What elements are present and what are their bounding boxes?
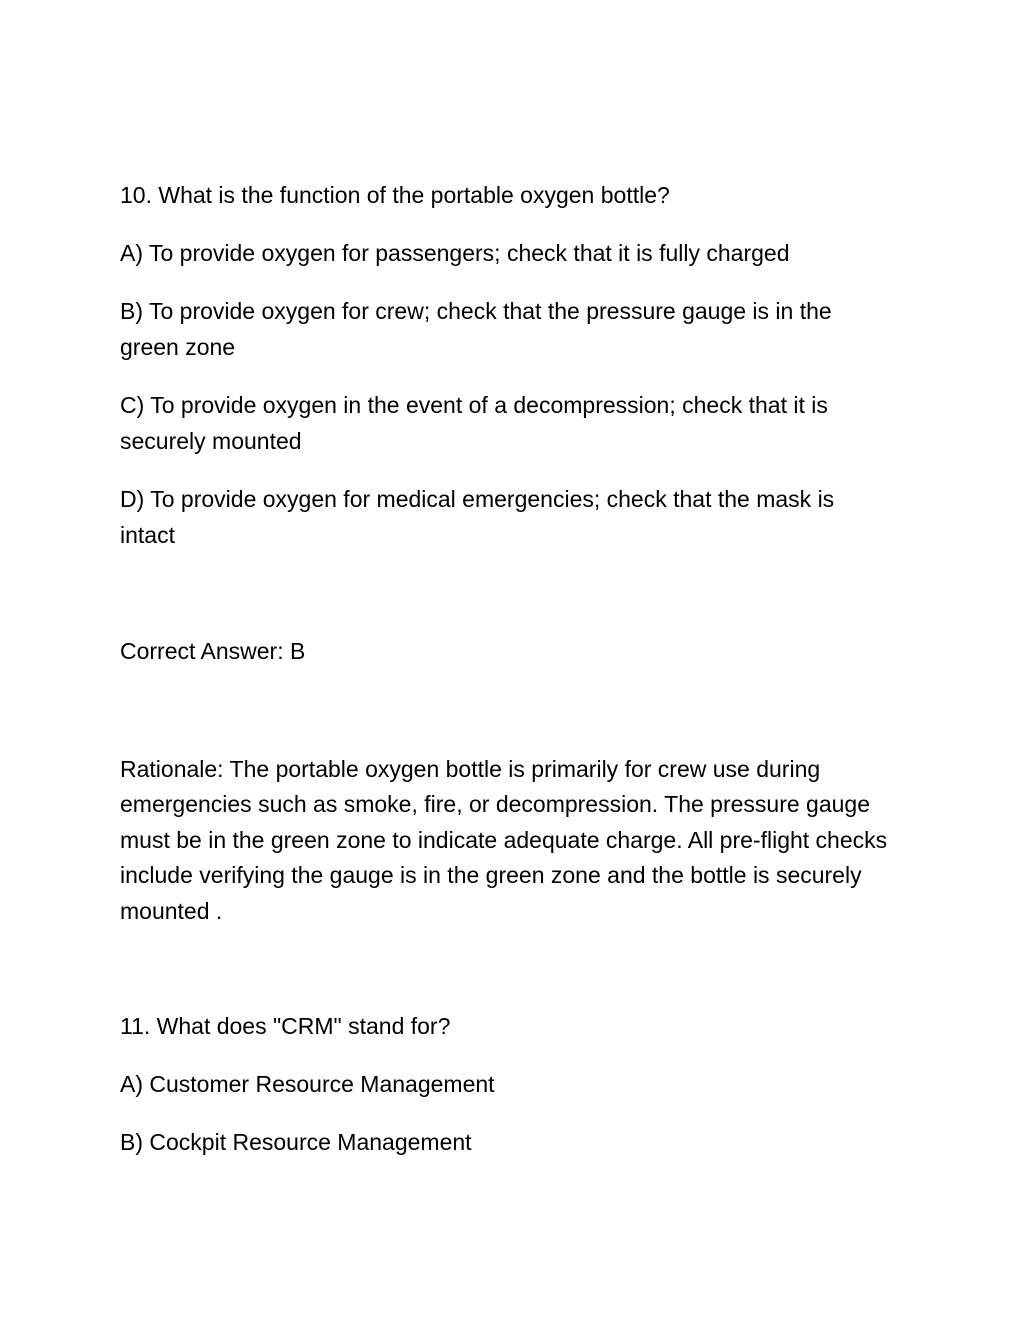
question-11-option-a: A) Customer Resource Management <box>120 1070 495 1097</box>
question-10-option-a: A) To provide oxygen for passengers; check that it is fully charged <box>120 239 790 266</box>
question-10-title: 10. What is the function of the portable oxygen bottle? <box>120 182 670 208</box>
rationale: Rationale: The portable oxygen bottle is primarily for crew use during emergencies such as smoke, fire, or decompression. The pressure gauge must be in the green zone to indicate adequate charge. All pre-flight checks include verifying the gauge is in the green zone and the bottle is securely mounted . <box>120 755 888 924</box>
correct-answer: Correct Answer: B <box>120 638 306 664</box>
spacer <box>120 553 890 634</box>
document-content <box>120 178 890 1161</box>
spacer <box>120 670 890 752</box>
question-10-option-d: D) To provide oxygen for medical emergencies; check that the mask is intact <box>120 486 835 548</box>
question-10-option-b: B) To provide oxygen for crew; check that the pressure gauge is in the green zone <box>120 298 832 360</box>
question-10-option-c: C) To provide oxygen in the event of a decompression; check that it is securely mounted <box>120 392 828 454</box>
question-11-title: 11. What does "CRM" stand for? <box>120 1013 451 1039</box>
spacer <box>120 929 890 1009</box>
question-11-option-b: B) Cockpit Resource Management <box>120 1129 472 1155</box>
